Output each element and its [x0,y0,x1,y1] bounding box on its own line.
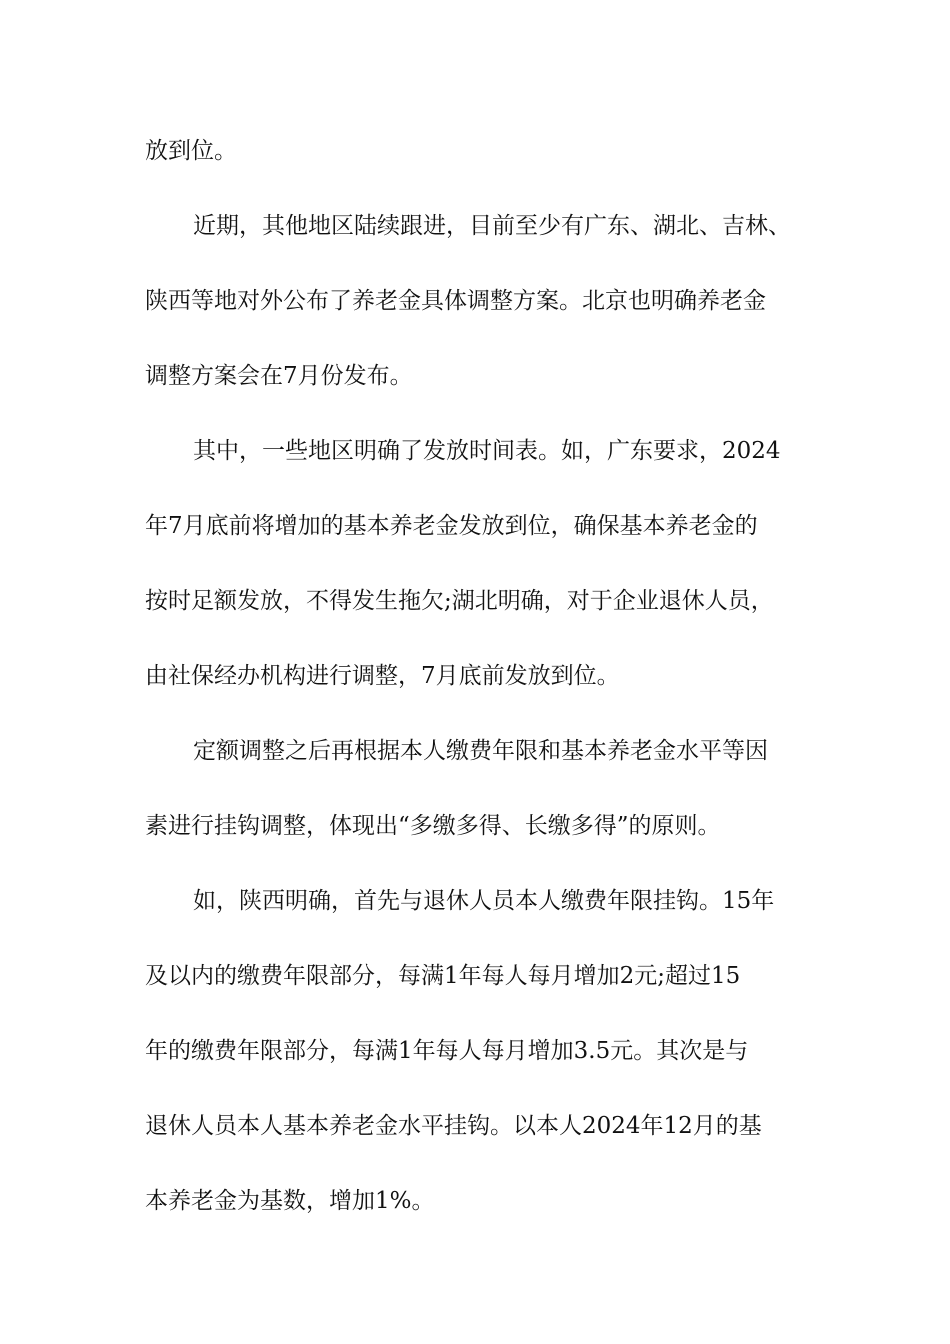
text-line: 如，陕西明确，首先与退休人员本人缴费年限挂钩。15年 [193,888,775,914]
text-line: 素进行挂钩调整，体现出“多缴多得、长缴多得”的原则。 [145,813,721,839]
text-line: 本养老金为基数，增加1%。 [145,1188,435,1214]
text-line: 近期，其他地区陆续跟进，目前至少有广东、湖北、吉林、 [193,213,791,239]
text-line: 调整方案会在7月份发布。 [145,363,413,389]
text-line: 按时足额发放，不得发生拖欠;湖北明确，对于企业退休人员， [145,588,774,614]
text-line: 退休人员本人基本养老金水平挂钩。以本人2024年12月的基 [145,1113,762,1139]
text-line: 放到位。 [145,138,237,164]
text-line: 年7月底前将增加的基本养老金发放到位，确保基本养老金的 [145,513,758,539]
text-line: 由社保经办机构进行调整，7月底前发放到位。 [145,663,620,689]
text-line: 定额调整之后再根据本人缴费年限和基本养老金水平等因 [193,738,768,764]
text-line: 其中，一些地区明确了发放时间表。如，广东要求，2024 [193,438,781,464]
text-line: 年的缴费年限部分，每满1年每人每月增加3.5元。其次是与 [145,1038,749,1064]
text-line: 陕西等地对外公布了养老金具体调整方案。北京也明确养老金 [145,288,766,314]
text-line: 及以内的缴费年限部分，每满1年每人每月增加2元;超过15 [145,963,741,989]
